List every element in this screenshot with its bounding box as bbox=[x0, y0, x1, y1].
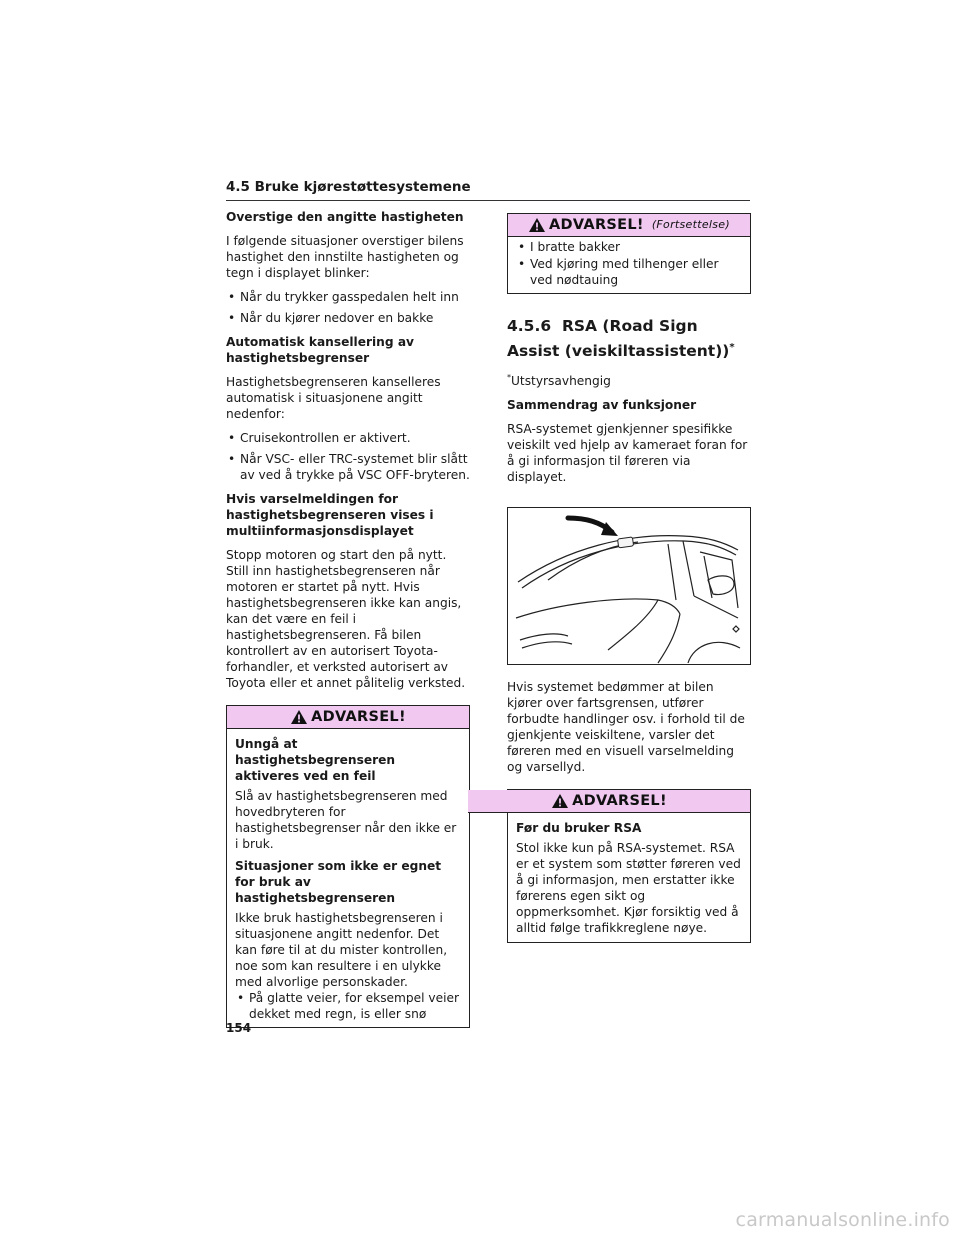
warning-box-continued bbox=[507, 213, 751, 294]
warning-triangle-icon bbox=[528, 217, 546, 233]
warning-list bbox=[516, 239, 742, 288]
warning-subheading: Unngå at hastighetsbegrenseren aktiveres ved en feil bbox=[235, 737, 396, 783]
list-item: • Ved kjøring med tilhenger eller ved nødtauing bbox=[516, 256, 742, 288]
list-item: • Cruisekontrollen er aktivert. bbox=[226, 430, 470, 446]
warning-continued-label: (Fortsettelse) bbox=[651, 218, 730, 231]
heading-asterisk: * bbox=[729, 342, 735, 353]
paragraph: Hvis systemet bedømmer at bilen kjører over fartsgrensen, utfører forbudte handlinger osv. i forhold til de gjenkjente veiskiltene, varsler det føreren med en visuell varselmelding og varsellyd. bbox=[507, 680, 745, 775]
warning-subheading: Situasjoner som ikke er egnet for bruk av hastighetsbegrenseren bbox=[235, 859, 442, 905]
footnote-asterisk: * bbox=[507, 373, 511, 383]
warning-header bbox=[468, 790, 750, 813]
subheading-summary: Sammendrag av funksjoner bbox=[507, 398, 697, 413]
warning-body bbox=[508, 237, 750, 293]
left-column bbox=[226, 209, 470, 1028]
paragraph: RSA-systemet gjenkjenner spesifikke veiskilt ved hjelp av kameraet foran for å gi informasjon til føreren via displayet. bbox=[507, 422, 748, 485]
right-column bbox=[507, 213, 751, 943]
warning-triangle-icon bbox=[551, 793, 569, 809]
warning-paragraph: Ikke bruk hastighetsbegrenseren i situasjonene angitt nedenfor. Det kan føre til at du mister kontrollen, noe som kan resultere i en ulykke med alvorlige personskader. bbox=[235, 911, 448, 989]
warning-triangle-icon bbox=[290, 709, 308, 725]
list-item: • På glatte veier, for eksempel veier dekket med regn, is eller snø bbox=[235, 990, 461, 1022]
warning-subheading: Før du bruker RSA bbox=[516, 821, 642, 836]
watermark: carmanualsonline.info bbox=[735, 1209, 950, 1231]
section-title: 4.5 Bruke kjørestøttesystemene bbox=[226, 179, 750, 201]
bullet-list bbox=[226, 289, 470, 326]
heading-number: 4.5.6 bbox=[507, 317, 552, 335]
paragraph: I følgende situasjoner overstiger bilens hastighet den innstilte hastigheten og tegn i displayet blinker: bbox=[226, 234, 464, 280]
warning-title: ADVARSEL! bbox=[311, 709, 406, 725]
subheading-warning-message: Hvis varselmeldingen for hastighetsbegrenseren vises i multiinformasjonsdisplayet bbox=[226, 492, 434, 538]
subheading-auto-cancel: Automatisk kansellering av hastighetsbegrenser bbox=[226, 335, 414, 365]
paragraph: Stopp motoren og start den på nytt. Still inn hastighetsbegrenseren når motoren er startet på nytt. Hvis hastighetsbegrenseren ikke kan angis, kan det være en feil i hastighetsbegrenseren. Få bilen kontrollert av en autorisert Toyota-forhandler, et verksted autorisert av Toyota eller et annet pålitelig verksted. bbox=[226, 548, 466, 690]
warning-body bbox=[227, 729, 469, 1027]
list-item: • Når du kjører nedover en bakke bbox=[226, 310, 470, 326]
car-windshield-camera-figure bbox=[507, 507, 751, 665]
warning-paragraph: Slå av hastighetsbegrenseren med hovedbryteren for hastighetsbegrenser når den ikke er i bruk. bbox=[235, 789, 457, 851]
page-number: 154 bbox=[226, 1021, 252, 1035]
footnote bbox=[507, 370, 751, 389]
heading-text: RSA (Road Sign Assist (veiskiltassistent)) bbox=[507, 317, 730, 361]
warning-box bbox=[226, 705, 470, 1028]
warning-header bbox=[227, 706, 469, 729]
warning-list bbox=[235, 990, 461, 1022]
footnote-text: Utstyrsavhengig bbox=[511, 374, 611, 389]
list-item: • I bratte bakker bbox=[516, 239, 742, 255]
warning-header bbox=[508, 214, 750, 237]
warning-box-rsa bbox=[507, 789, 751, 943]
subheading-overstige: Overstige den angitte hastigheten bbox=[226, 210, 464, 224]
warning-title: ADVARSEL! bbox=[549, 217, 644, 233]
warning-title: ADVARSEL! bbox=[572, 793, 667, 810]
section-heading-rsa bbox=[507, 316, 751, 362]
warning-body bbox=[508, 813, 750, 942]
list-item: • Når VSC- eller TRC-systemet blir slått av ved å trykke på VSC OFF-bryteren. bbox=[226, 451, 470, 483]
warning-paragraph: Stol ikke kun på RSA-systemet. RSA er et system som støtter føreren ved å gi informasjon, men erstatter ikke førerens egen sikt og oppmerksomhet. Kjør forsiktig ved å alltid følge trafikkreglene nøye. bbox=[516, 841, 741, 936]
paragraph: Hastighetsbegrenseren kanselleres automatisk i situasjonene angitt nedenfor: bbox=[226, 375, 441, 421]
car-illustration bbox=[508, 508, 750, 664]
list-item: • Når du trykker gasspedalen helt inn bbox=[226, 289, 470, 305]
bullet-list bbox=[226, 430, 470, 483]
